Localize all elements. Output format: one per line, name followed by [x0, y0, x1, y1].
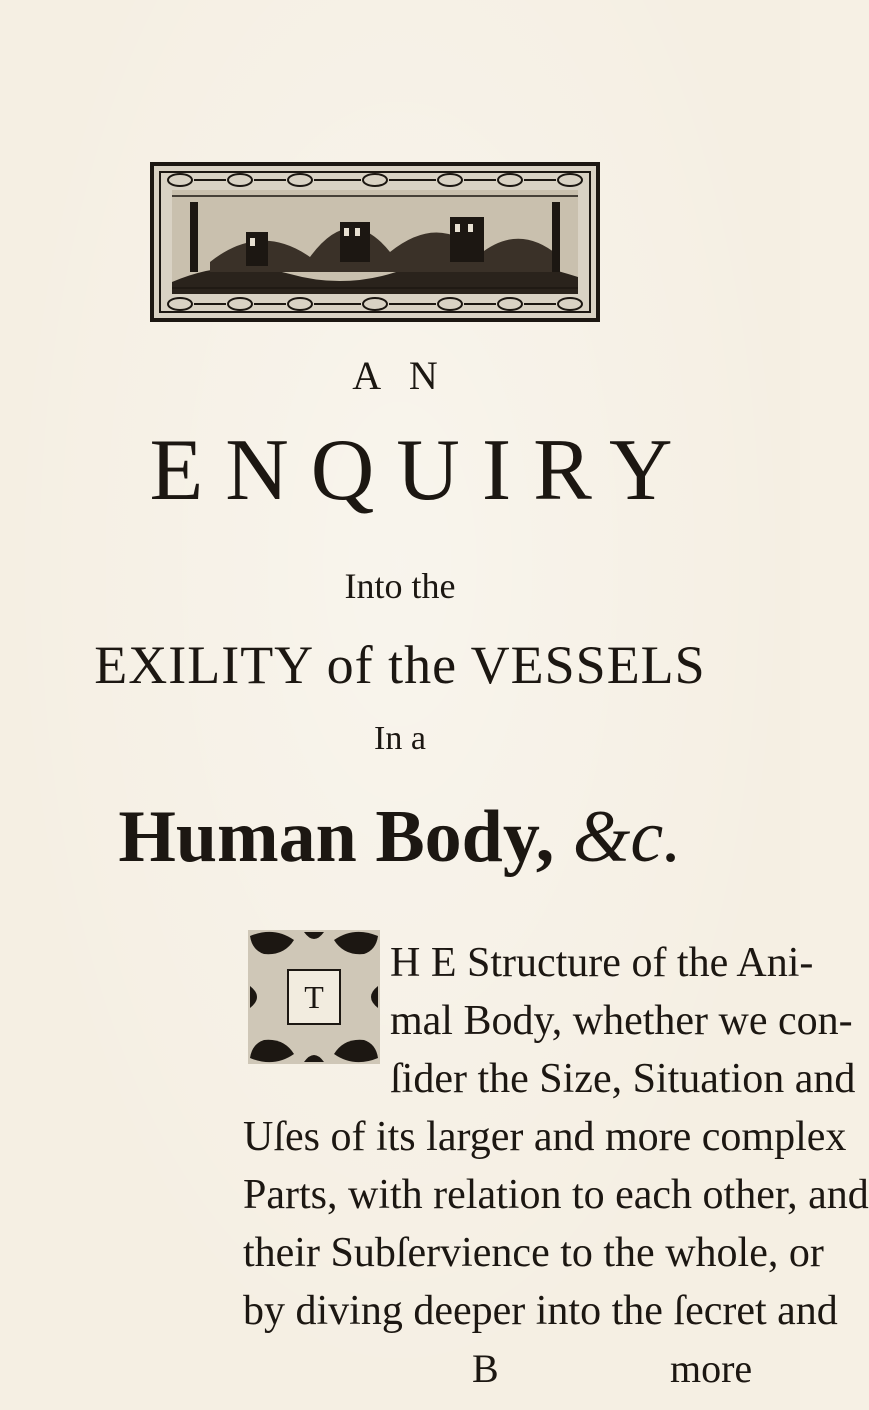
title-subject: EXILITY of the VESSELS: [94, 635, 706, 695]
text-line: by diving deeper into the ſecret and: [243, 1288, 838, 1334]
decorated-initial-icon: [244, 926, 384, 1068]
text-line: Uſes of its larger and more complex: [243, 1114, 847, 1160]
text-line: Parts, with relation to each other, and: [243, 1172, 869, 1218]
title-human-body-text: Human Body,: [118, 796, 555, 878]
text-line: mal Body, whether we con-: [390, 998, 853, 1044]
title-article: A N: [352, 353, 448, 398]
text-line: ſider the Size, Situation and: [390, 1056, 856, 1102]
signature-mark: B: [472, 1346, 499, 1391]
headpiece-ornament-icon: [150, 162, 600, 322]
title-into: Into the: [344, 566, 456, 606]
title-in-a: In a: [374, 720, 426, 757]
title-main: ENQUIRY: [149, 422, 695, 519]
initial-letter: T: [304, 979, 324, 1015]
catchword: more: [670, 1346, 753, 1391]
title-human-body: [0, 796, 800, 878]
text-line: their Subſervience to the whole, or: [243, 1230, 824, 1276]
title-etc: &c.: [572, 796, 682, 878]
text-line: H E Structure of the Ani-: [390, 940, 814, 986]
